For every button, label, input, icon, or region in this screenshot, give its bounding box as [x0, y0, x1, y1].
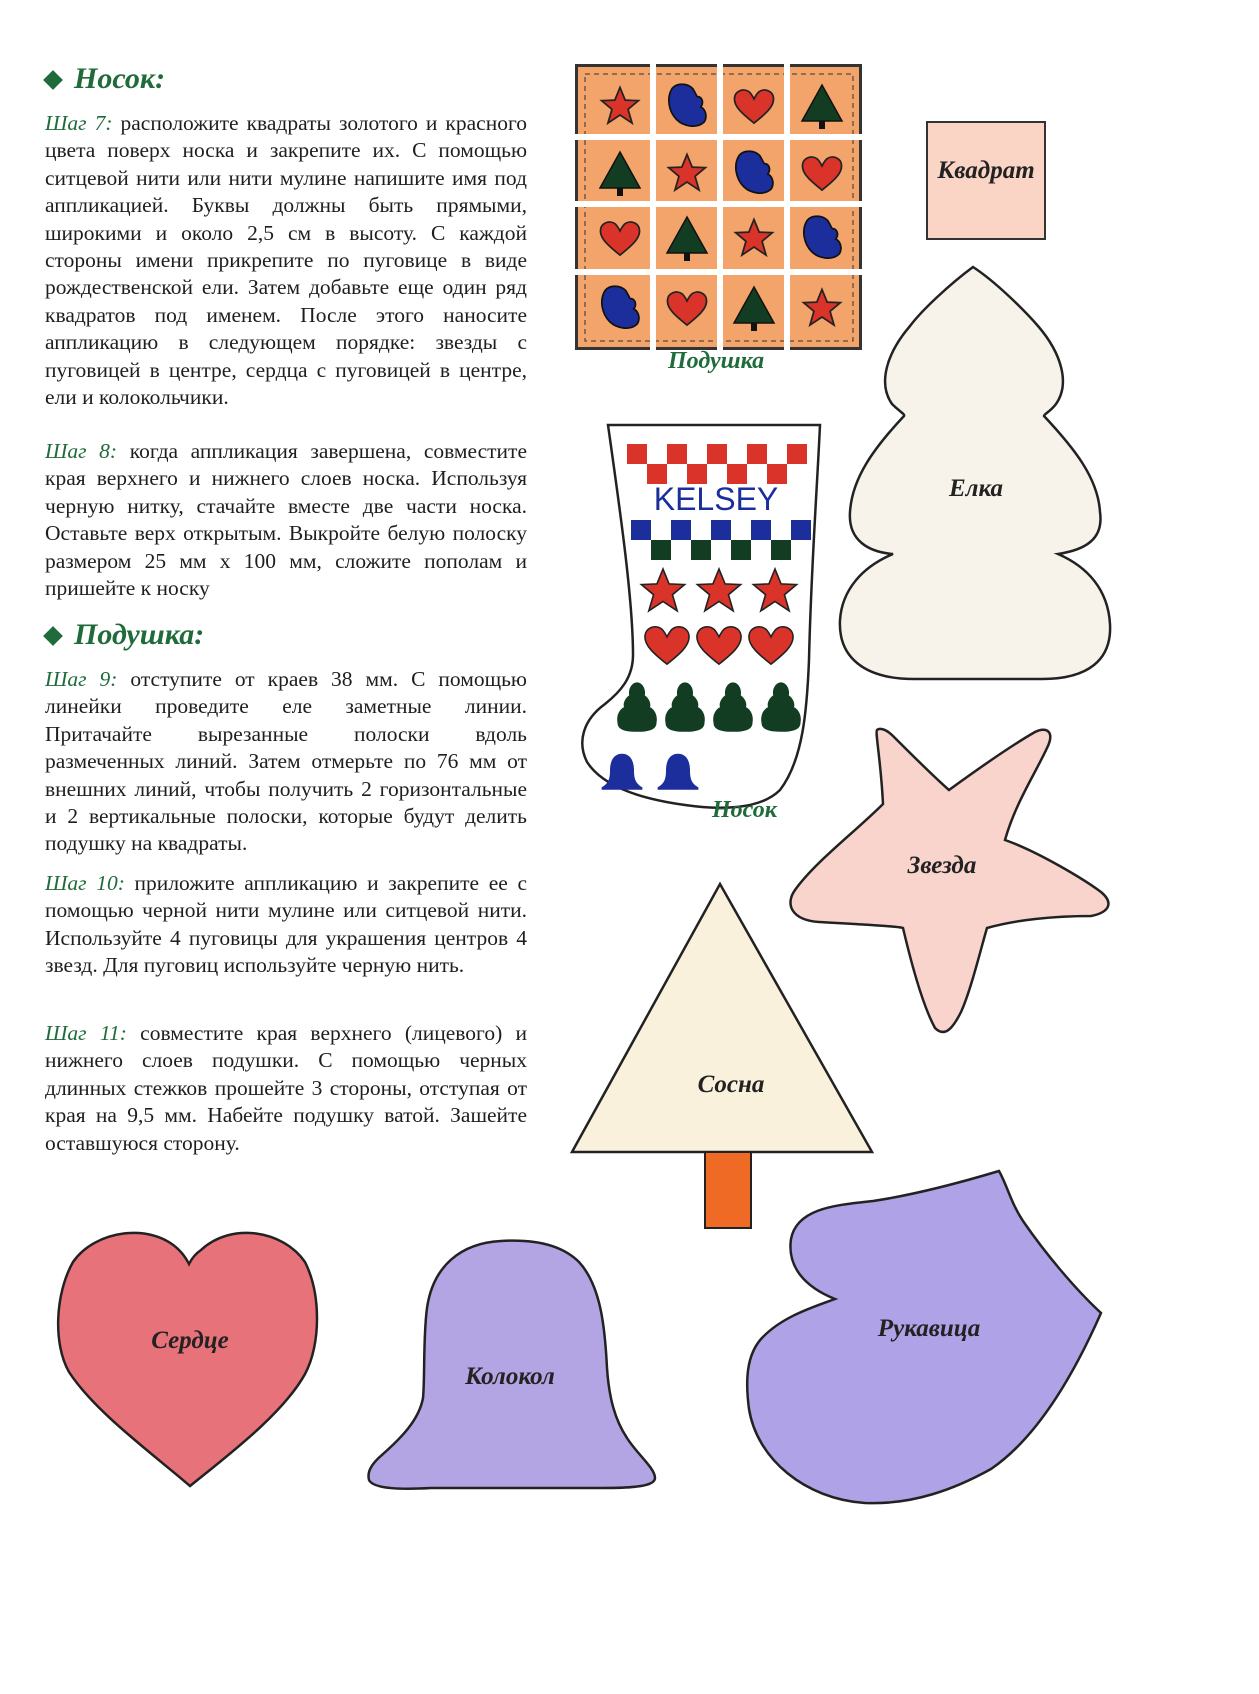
- step-9: [45, 666, 527, 858]
- heart-label: Сердце: [151, 1327, 229, 1354]
- step-label: Шаг 7:: [45, 111, 113, 135]
- pine-crown: [572, 884, 872, 1152]
- heart-outline: [58, 1233, 317, 1486]
- pine-label: Сосна: [697, 1071, 765, 1098]
- heart-template: [55, 1224, 320, 1489]
- step-text: приложите аппликацию и закрепите ее с помощью черной нити мулине или ситцевой нити. Используйте 4 пуговицы для украшения центров 4 звезд. Для пуговиц используйте черную нить.: [45, 871, 527, 978]
- step-label: Шаг 11:: [45, 1021, 127, 1045]
- step-8: [45, 438, 527, 602]
- star-label: Звезда: [907, 852, 977, 879]
- tree-label: Елка: [948, 475, 1004, 502]
- mitten-label: Рукавица: [877, 1315, 981, 1342]
- diamond-bullet-icon: [43, 70, 63, 90]
- step-10: [45, 870, 527, 980]
- step-text: совместите края верхнего (лицевого) и нижнего слоев подушки. С помощью черных длинных стежков прошейте 3 стороны, отступая от края на 9,5 мм. Набейте подушку ватой. Зашейте оставшуюся сторону.: [45, 1021, 527, 1155]
- pillow-caption: Подушка: [668, 348, 765, 374]
- step-text: расположите квадраты золотого и красного цвета поверх носка и закрепите их. С помощью ситцевой нити или нити мулине напишите имя под аппликацией. Буквы должны быть прямыми, широкими и около 2,5 см в высоту. С каждой стороны имени прикрепите по пуговице в виде рождественской ели. Затем добавьте еще один ряд квадратов под именем. После этого наносите аппликацию в следующем порядке: звезды с пуговицей в центре, сердца с пуговицей в центре, ели и колокольчики.: [45, 111, 527, 410]
- stocking-name: KELSEY: [653, 481, 779, 517]
- step-text: когда аппликация завершена, совместите края верхнего и нижнего слоев носка. Используя черную нитку, стачайте вместе две части носка. Оставьте верх открытым. Выкройте белую полоску размером 25 мм х 100 мм, сложите пополам и пришейте к носку: [45, 439, 527, 601]
- bell-label: Колокол: [465, 1363, 555, 1390]
- step-11: [45, 1020, 527, 1157]
- square-label: Квадрат: [937, 157, 1035, 184]
- step-label: Шаг 10:: [45, 871, 125, 895]
- section-title-pillow: Подушка:: [42, 618, 204, 652]
- diamond-bullet-icon: [43, 626, 63, 646]
- section-title-stocking: Носок:: [42, 62, 165, 96]
- step-text: отступите от краев 38 мм. С помощью линейки проведите еле заметные линии. Притачайте вырезанные полоски вдоль размеченных линий. Затем отмерьте по 76 мм от внешних линий, чтобы получить 2 горизонтальные и 2 вертикальные полоски, которые будут делить подушку на квадраты.: [45, 667, 527, 856]
- pillow-illustration: [575, 64, 863, 350]
- stocking-caption: Носок: [712, 797, 777, 823]
- step-label: Шаг 8:: [45, 439, 118, 463]
- tree-outline: [840, 267, 1110, 679]
- step-7: [45, 110, 527, 411]
- step-label: Шаг 9:: [45, 667, 118, 691]
